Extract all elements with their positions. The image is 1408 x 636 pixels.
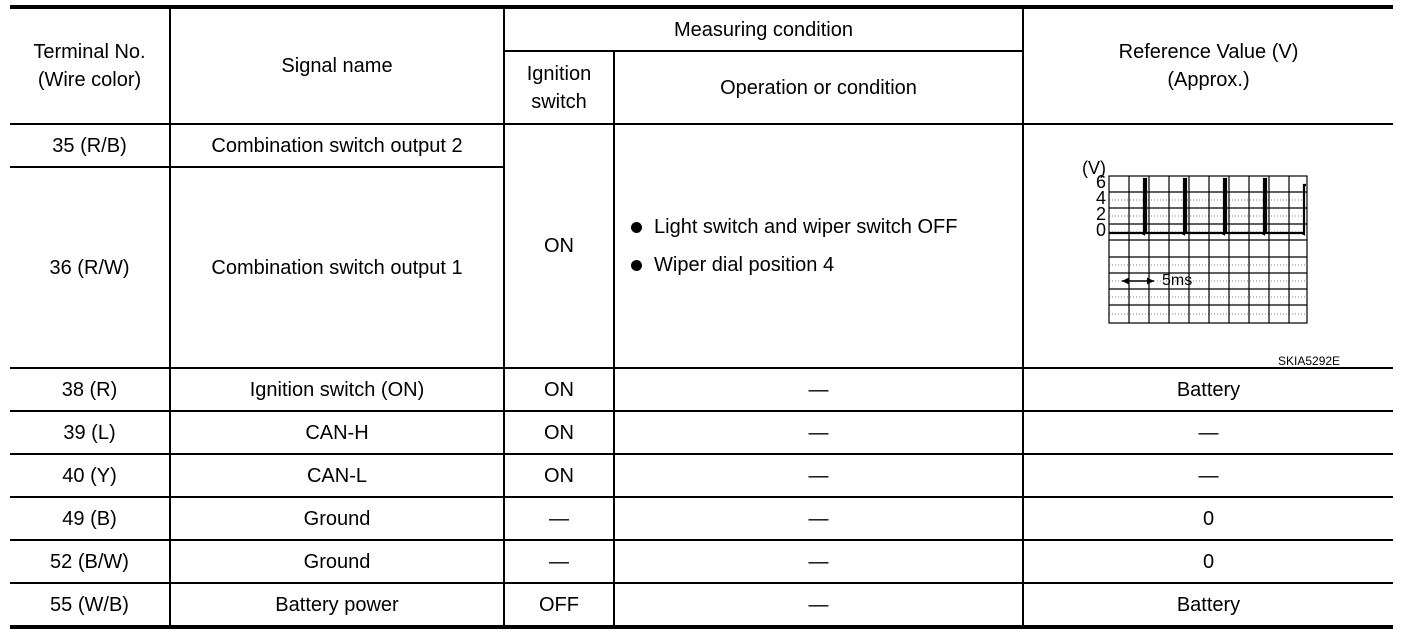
signal-cell: CAN-L bbox=[170, 454, 504, 497]
terminal-cell: 40 (Y) bbox=[10, 454, 170, 497]
reference-cell: Battery bbox=[1023, 368, 1393, 411]
header-signal: Signal name bbox=[170, 7, 504, 124]
terminal-cell: 55 (W/B) bbox=[10, 583, 170, 627]
table-row bbox=[10, 454, 1393, 497]
condition-cell: — bbox=[614, 368, 1023, 411]
table-row bbox=[10, 540, 1393, 583]
figure-code: SKIA5292E bbox=[1278, 354, 1341, 368]
header-terminal-line1: Terminal No. bbox=[33, 41, 146, 63]
header-reference bbox=[1023, 7, 1393, 124]
header-row-top bbox=[10, 7, 1393, 51]
terminal-cell: 49 (B) bbox=[10, 497, 170, 540]
terminal-cell: 36 (R/W) bbox=[10, 167, 170, 368]
table-row bbox=[10, 497, 1393, 540]
signal-cell: Ignition switch (ON) bbox=[170, 368, 504, 411]
signal-cell: Ground bbox=[170, 497, 504, 540]
waveform-y-tick: 0 bbox=[1096, 220, 1107, 240]
header-terminal bbox=[10, 7, 170, 124]
waveform-y-tick: 4 bbox=[1096, 188, 1107, 208]
terminal-cell: 35 (R/B) bbox=[10, 124, 170, 167]
waveform-y-tick: 6 bbox=[1096, 172, 1107, 192]
header-ignition-line2: switch bbox=[531, 90, 587, 113]
condition-cell bbox=[614, 124, 1023, 368]
ignition-cell: — bbox=[504, 540, 614, 583]
ignition-cell: ON bbox=[504, 411, 614, 454]
waveform-figure bbox=[1082, 159, 1372, 369]
condition-cell: — bbox=[614, 497, 1023, 540]
bullet-icon bbox=[631, 260, 642, 271]
reference-cell: Battery bbox=[1023, 583, 1393, 627]
condition-text: Wiper dial position 4 bbox=[654, 254, 835, 276]
header-terminal-line2: (Wire color) bbox=[37, 69, 142, 91]
waveform-cell bbox=[1023, 124, 1393, 368]
ignition-cell: — bbox=[504, 497, 614, 540]
terminal-cell: 52 (B/W) bbox=[10, 540, 170, 583]
header-reference-line1: Reference Value (V) bbox=[1118, 41, 1299, 63]
signal-cell: Combination switch output 2 bbox=[170, 124, 504, 167]
table-row bbox=[10, 368, 1393, 411]
signal-cell: Ground bbox=[170, 540, 504, 583]
terminal-cell: 38 (R) bbox=[10, 368, 170, 411]
condition-cell: — bbox=[614, 583, 1023, 627]
header-ignition bbox=[504, 51, 614, 124]
reference-cell: — bbox=[1023, 411, 1393, 454]
condition-item bbox=[631, 246, 1022, 284]
condition-item bbox=[631, 208, 1022, 246]
reference-cell: 0 bbox=[1023, 540, 1393, 583]
header-reference-line2: (Approx.) bbox=[1167, 69, 1250, 91]
terminal-spec-table bbox=[10, 5, 1393, 629]
condition-cell: — bbox=[614, 411, 1023, 454]
bullet-icon bbox=[631, 222, 642, 233]
condition-cell: — bbox=[614, 540, 1023, 583]
reference-cell: — bbox=[1023, 454, 1393, 497]
signal-cell: Combination switch output 1 bbox=[170, 167, 504, 368]
signal-cell: CAN-H bbox=[170, 411, 504, 454]
condition-text: Light switch and wiper switch OFF bbox=[654, 216, 958, 238]
condition-list bbox=[615, 208, 1022, 284]
ignition-cell: ON bbox=[504, 368, 614, 411]
table-row bbox=[10, 583, 1393, 627]
ignition-cell: ON bbox=[504, 454, 614, 497]
reference-cell: 0 bbox=[1023, 497, 1393, 540]
header-measuring: Measuring condition bbox=[504, 7, 1023, 51]
ignition-cell: OFF bbox=[504, 583, 614, 627]
signal-cell: Battery power bbox=[170, 583, 504, 627]
header-operation: Operation or condition bbox=[614, 51, 1023, 124]
table-row bbox=[10, 124, 1393, 167]
ignition-cell: ON bbox=[504, 124, 614, 368]
waveform-grid bbox=[1108, 175, 1318, 350]
table-row bbox=[10, 411, 1393, 454]
terminal-cell: 39 (L) bbox=[10, 411, 170, 454]
waveform-y-tick: 2 bbox=[1096, 204, 1107, 224]
header-ignition-line1: Ignition bbox=[526, 62, 592, 85]
waveform-y-unit: (V) bbox=[1082, 158, 1106, 178]
condition-cell: — bbox=[614, 454, 1023, 497]
waveform-time-label: 5ms bbox=[1162, 272, 1193, 289]
